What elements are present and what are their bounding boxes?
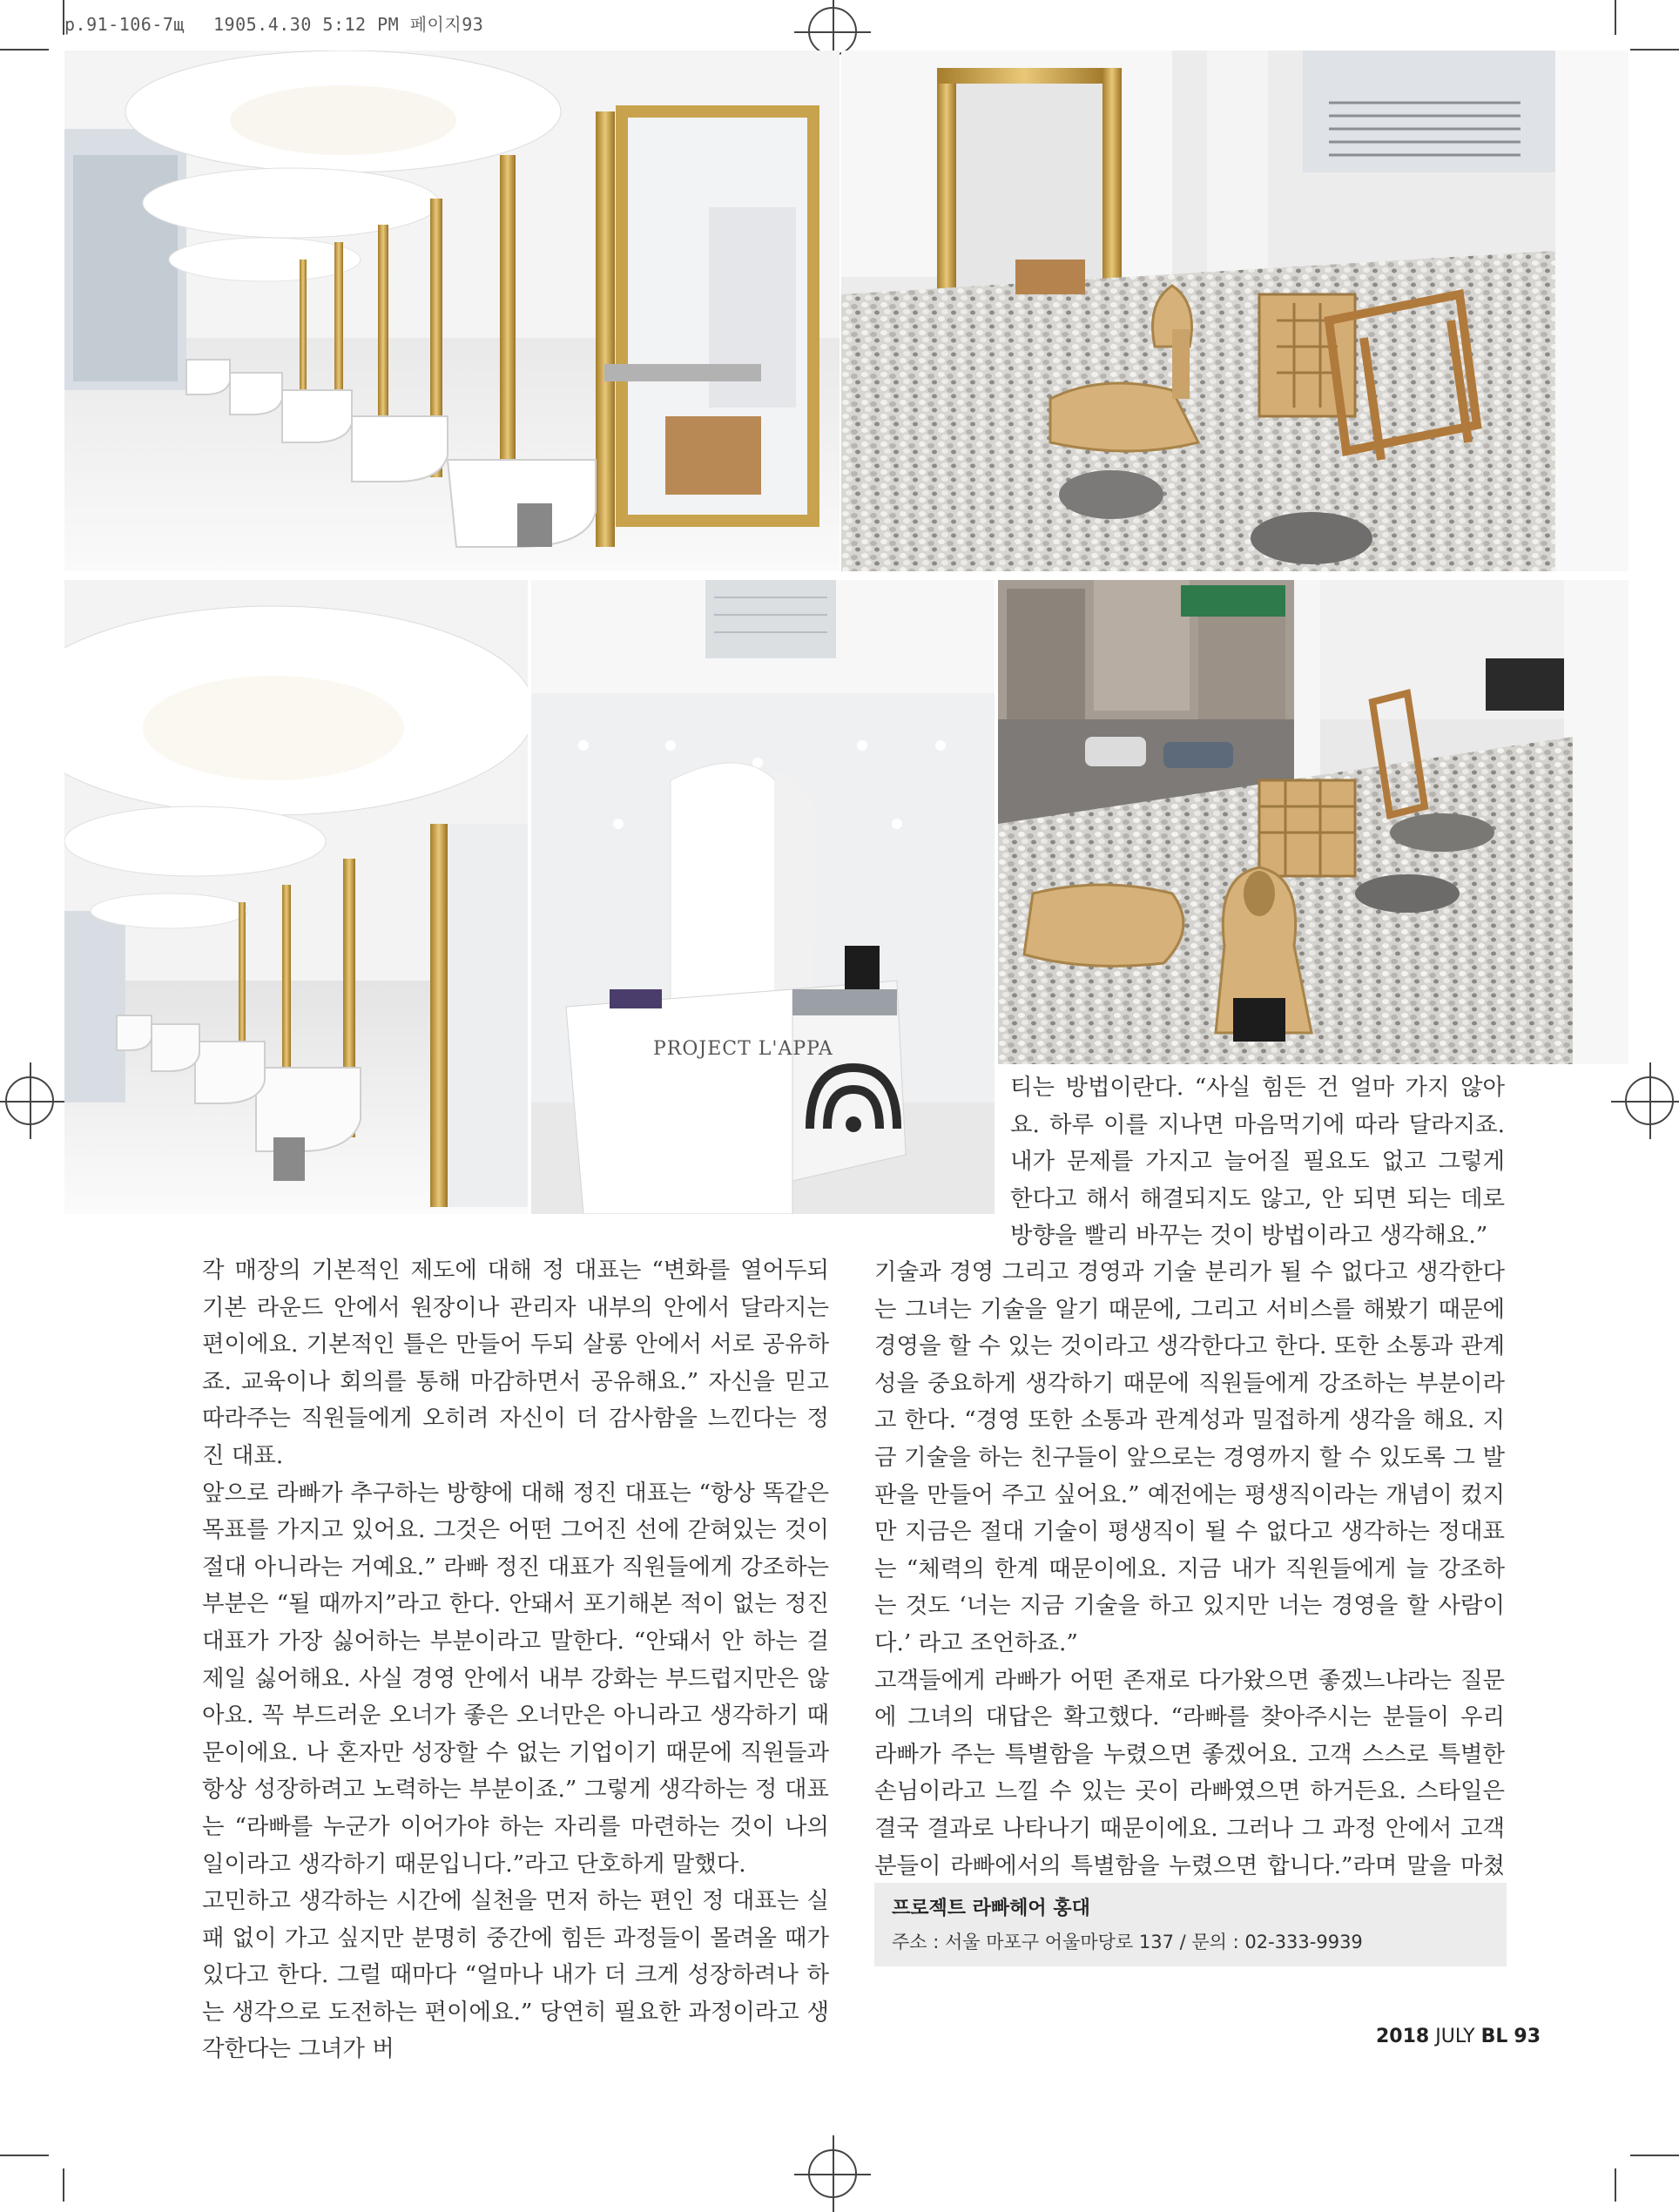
- desk-sign: PROJECT L'APPA: [653, 1038, 833, 1060]
- salon-interior-icon: [64, 51, 840, 571]
- pebble-garden-lounge-icon: [841, 51, 1628, 571]
- folio-magazine: BL: [1480, 2026, 1508, 2047]
- reception-desk-icon: [531, 580, 995, 1214]
- right-column: [874, 1254, 1505, 1922]
- folio-month: JULY: [1435, 2026, 1475, 2047]
- street-view-lounge-icon: [998, 580, 1628, 1064]
- body-paragraph: 고객들에게 라빠가 어떤 존재로 다가왔으면 좋겠느냐라는 질문에 그녀의 대답은 확고했다. “라빠를 찾아주시는 분들이 우리 라빠가 주는 특별함을 누렸으면 좋겠어요. 고객 스스로 특별한 손님이라고 느낄 수 있는 곳이 라빠였으면 하거든요. 스타일은 결국 결과로 나타나기 때문이에요. 그러나 그 과정 안에서 고객분들이 라빠에서의 특별함을 누렸으면 합니다.”라며 말을 마쳤: [874, 1666, 1505, 1879]
- print-slug: p.91-106-7щ 1905.4.30 5:12 PM 페이지93: [64, 14, 484, 35]
- crop-mark: [63, 0, 64, 35]
- registration-mark: [5, 1076, 54, 1125]
- registration-mark: [808, 7, 857, 56]
- crop-mark: [1630, 2155, 1679, 2156]
- crop-mark: [0, 49, 49, 51]
- salon-name: 프로젝트 라빠헤어 홍대: [892, 1898, 1090, 1919]
- crop-mark: [1615, 0, 1616, 35]
- registration-mark: [808, 2149, 857, 2198]
- salon-info-box: [874, 1883, 1507, 1966]
- right-column-top: [1010, 1069, 1505, 1255]
- salon-address-contact: 주소 : 서울 마포구 어울마당로 137 / 문의 : 02-333-9939: [892, 1932, 1363, 1952]
- salon-interior-photo: [64, 51, 840, 571]
- reception-desk-photo: [531, 580, 995, 1214]
- crop-mark: [1615, 2168, 1616, 2202]
- left-column: [202, 1252, 829, 2068]
- folio-year: 2018: [1376, 2026, 1430, 2047]
- registration-mark: [1625, 1076, 1674, 1125]
- body-paragraph: 각 매장의 기본적인 제도에 대해 정 대표는 “변화를 열어두되 기본 라운드 안에서 원장이나 관리자 내부의 안에서 달라지는 편이에요. 기본적인 틀은 만들어 두되 살롱 안에서 서로 공유하죠. 교육이나 회의를 통해 마감하면서 공유해요.” 자신을 믿고 따라주는 직원들에게 오히려 자신이 더 감사함을 느낀다는 정진 대표.: [202, 1257, 829, 1469]
- salon-interior-icon: [64, 580, 528, 1214]
- body-paragraph: 티는 방법이란다. “사실 힘든 건 얼마 가지 않아요. 하루 이를 지나면 마음먹기에 따라 달라지죠. 내가 문제를 가지고 늘어질 필요도 없고 그렇게 한다고 해서 해결되지도 않고, 안 되면 되는 데로 방향을 빨리 바꾸는 것이 방법이라고 생각해요.”: [1010, 1074, 1505, 1250]
- street-view-lounge-photo: [998, 580, 1628, 1064]
- crop-mark: [0, 2155, 49, 2156]
- body-paragraph: 기술과 경영 그리고 경영과 기술 분리가 될 수 없다고 생각한다는 그녀는 기술을 알기 때문에, 그리고 서비스를 해봤기 때문에 경영을 할 수 있는 것이라고 생각한다고 한다. 또한 소통과 관계성을 중요하게 생각하기 때문에 직원들에게 강조하는 부분이라고 한다. “경영 또한 소통과 관계성과 밀접하게 생각을 해요. 지금 기술을 하는 친구들이 앞으로는 경영까지 할 수 있도록 그 발판을 만들어 주고 싶어요.” 예전에는 평생직이라는 개념이 컸지만 지금은 절대 기술이 평생직이 될 수 없다고 생각하는 정대표는 “체력의 한계 때문이에요. 지금 내가 직원들에게 늘 강조하는 것도 ‘너는 지금 기술을 하고 있지만 너는 경영을 할 사람이다.’ 라고 조언하죠.”: [874, 1258, 1505, 1656]
- body-paragraph: 앞으로 라빠가 추구하는 방향에 대해 정진 대표는 “항상 똑같은 목표를 가지고 있어요. 그것은 어떤 그어진 선에 갇혀있는 것이 절대 아니라는 거예요.” 라빠 정진 대표가 직원들에게 강조하는 부분은 “될 때까지”라고 한다. 안돼서 포기해본 적이 없는 정진 대표가 가장 싫어하는 부분이라고 말한다. “안돼서 안 하는 걸 제일 싫어해요. 사실 경영 안에서 내부 강화는 부드럽지만은 않아요. 꼭 부드러운 오너가 좋은 오너만은 아니라고 생각하기 때문이에요. 나 혼자만 성장할 수 없는 기업이기 때문에 직원들과 항상 성장하려고 노력하는 부분이죠.” 그렇게 생각하는 정 대표는 “라빠를 누군가 이어가야 하는 자리를 마련하는 것이 나의 일이라고 생각하기 때문입니다.”라고 단호하게 말했다.: [202, 1479, 829, 1878]
- folio-page-number: 93: [1514, 2026, 1541, 2047]
- crop-mark: [63, 2168, 64, 2202]
- pebble-garden-photo: [841, 51, 1628, 571]
- salon-mirrors-photo: [64, 580, 528, 1214]
- crop-mark: [1630, 49, 1679, 51]
- body-paragraph: 고민하고 생각하는 시간에 실천을 먼저 하는 편인 정 대표는 실패 없이 가고 싶지만 분명히 중간에 힘든 과정들이 몰려올 때가 있다고 한다. 그럴 때마다 “얼마나 내가 더 크게 성장하려나 하는 생각으로 도전하는 편이에요.” 당연히 필요한 과정이라고 생각한다는 그녀가 버: [202, 1887, 829, 2063]
- page-folio: [1376, 2026, 1541, 2047]
